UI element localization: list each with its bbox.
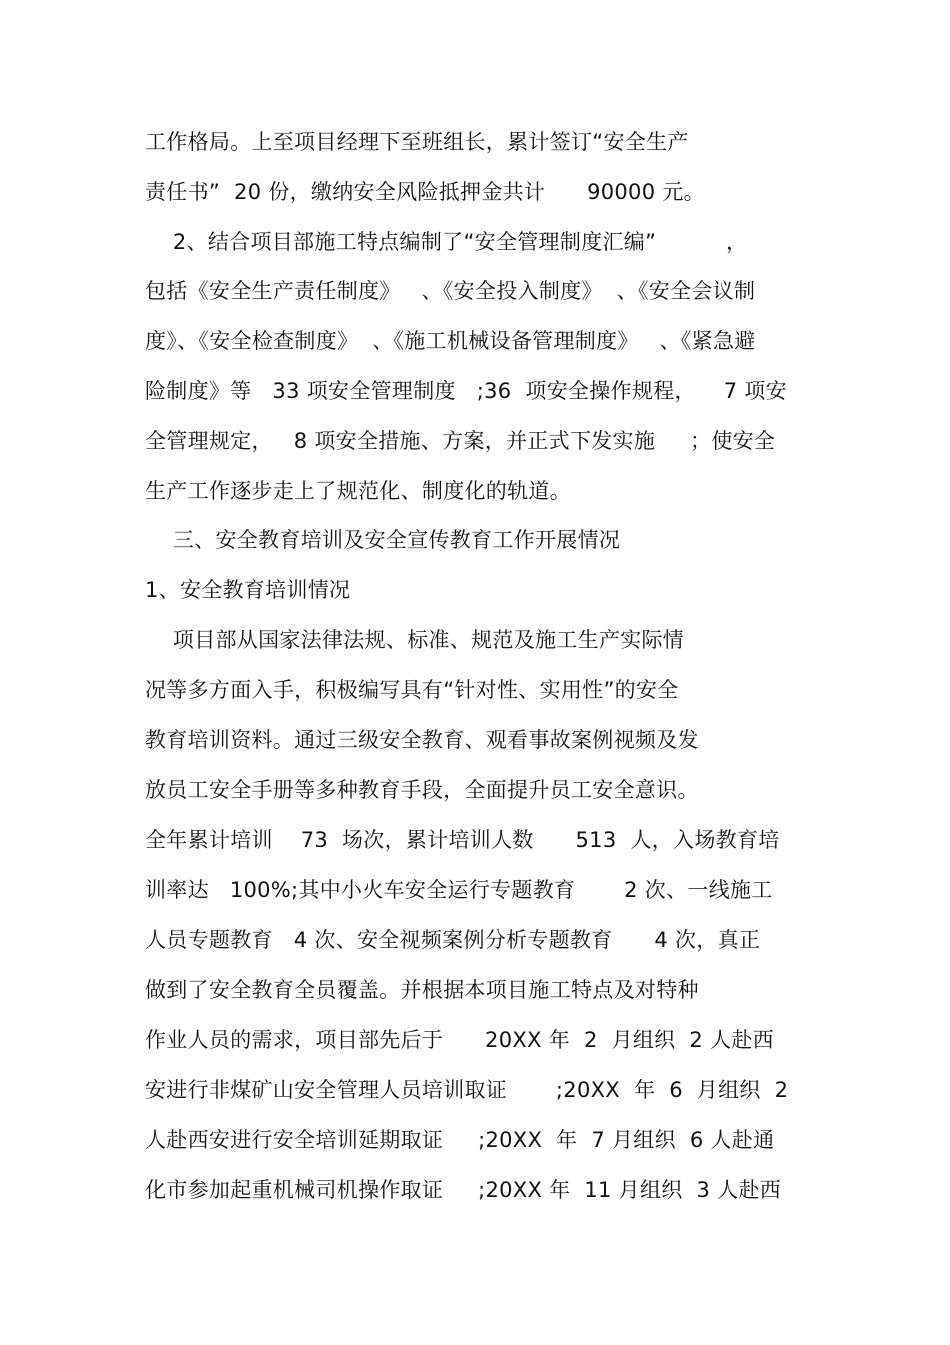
text-line: 生产工作逐步走上了规范化、制度化的轨道。 xyxy=(145,479,571,503)
text-line: 包括《安全生产责任制度》 、《安全投入制度》 、《安全会议制 xyxy=(145,279,756,303)
text-line: 2、结合项目部施工特点编制了“安全管理制度汇编” ， xyxy=(145,230,748,254)
text-line: 安进行非煤矿山安全管理人员培训取证 ;20XX 年 6 月组织 2 xyxy=(145,1078,789,1102)
text-line: 工作格局。上至项目经理下至班组长，累计签订“安全生产 xyxy=(145,130,689,154)
text-line: 人赴西安进行安全培训延期取证 ;20XX 年 7 月组织 6 人赴通 xyxy=(145,1128,775,1152)
text-line: 化市参加起重机械司机操作取证 ;20XX 年 11 月组织 3 人赴西 xyxy=(145,1178,782,1202)
text-line: 度》、《安全检查制度》 、《施工机械设备管理制度》 、《紧急避 xyxy=(145,329,756,353)
text-line: 训率达 100%;其中小火车安全运行专题教育 2 次、一线施工 xyxy=(145,878,773,902)
text-line: 作业人员的需求，项目部先后于 20XX 年 2 月组织 2 人赴西 xyxy=(145,1028,774,1052)
subsection-heading: 1、安全教育培训情况 xyxy=(145,578,351,602)
text-line: 全管理规定， 8 项安全措施、方案，并正式下发实施 ；使安全 xyxy=(145,429,776,453)
text-line: 做到了安全教育全员覆盖。并根据本项目施工特点及对特种 xyxy=(145,978,699,1002)
text-line: 险制度》等 33 项安全管理制度 ;36 项安全操作规程， 7 项安 xyxy=(145,379,787,403)
text-line: 责任书” 20 份，缴纳安全风险抵押金共计 90000 元。 xyxy=(145,180,705,204)
text-line: 放员工安全手册等多种教育手段，全面提升员工安全意识。 xyxy=(145,778,699,802)
text-line: 人员专题教育 4 次、安全视频案例分析专题教育 4 次，真正 xyxy=(145,928,761,952)
section-heading: 三、安全教育培训及安全宣传教育工作开展情况 xyxy=(145,528,621,552)
text-line: 况等多方面入手，积极编写具有“针对性、实用性”的安全 xyxy=(145,678,679,702)
text-line: 全年累计培训 73 场次，累计培训人数 513 人，入场教育培 xyxy=(145,828,780,852)
text-line: 教育培训资料。通过三级安全教育、观看事故案例视频及发 xyxy=(145,728,699,752)
text-line: 项目部从国家法律法规、标准、规范及施工生产实际情 xyxy=(145,628,685,652)
